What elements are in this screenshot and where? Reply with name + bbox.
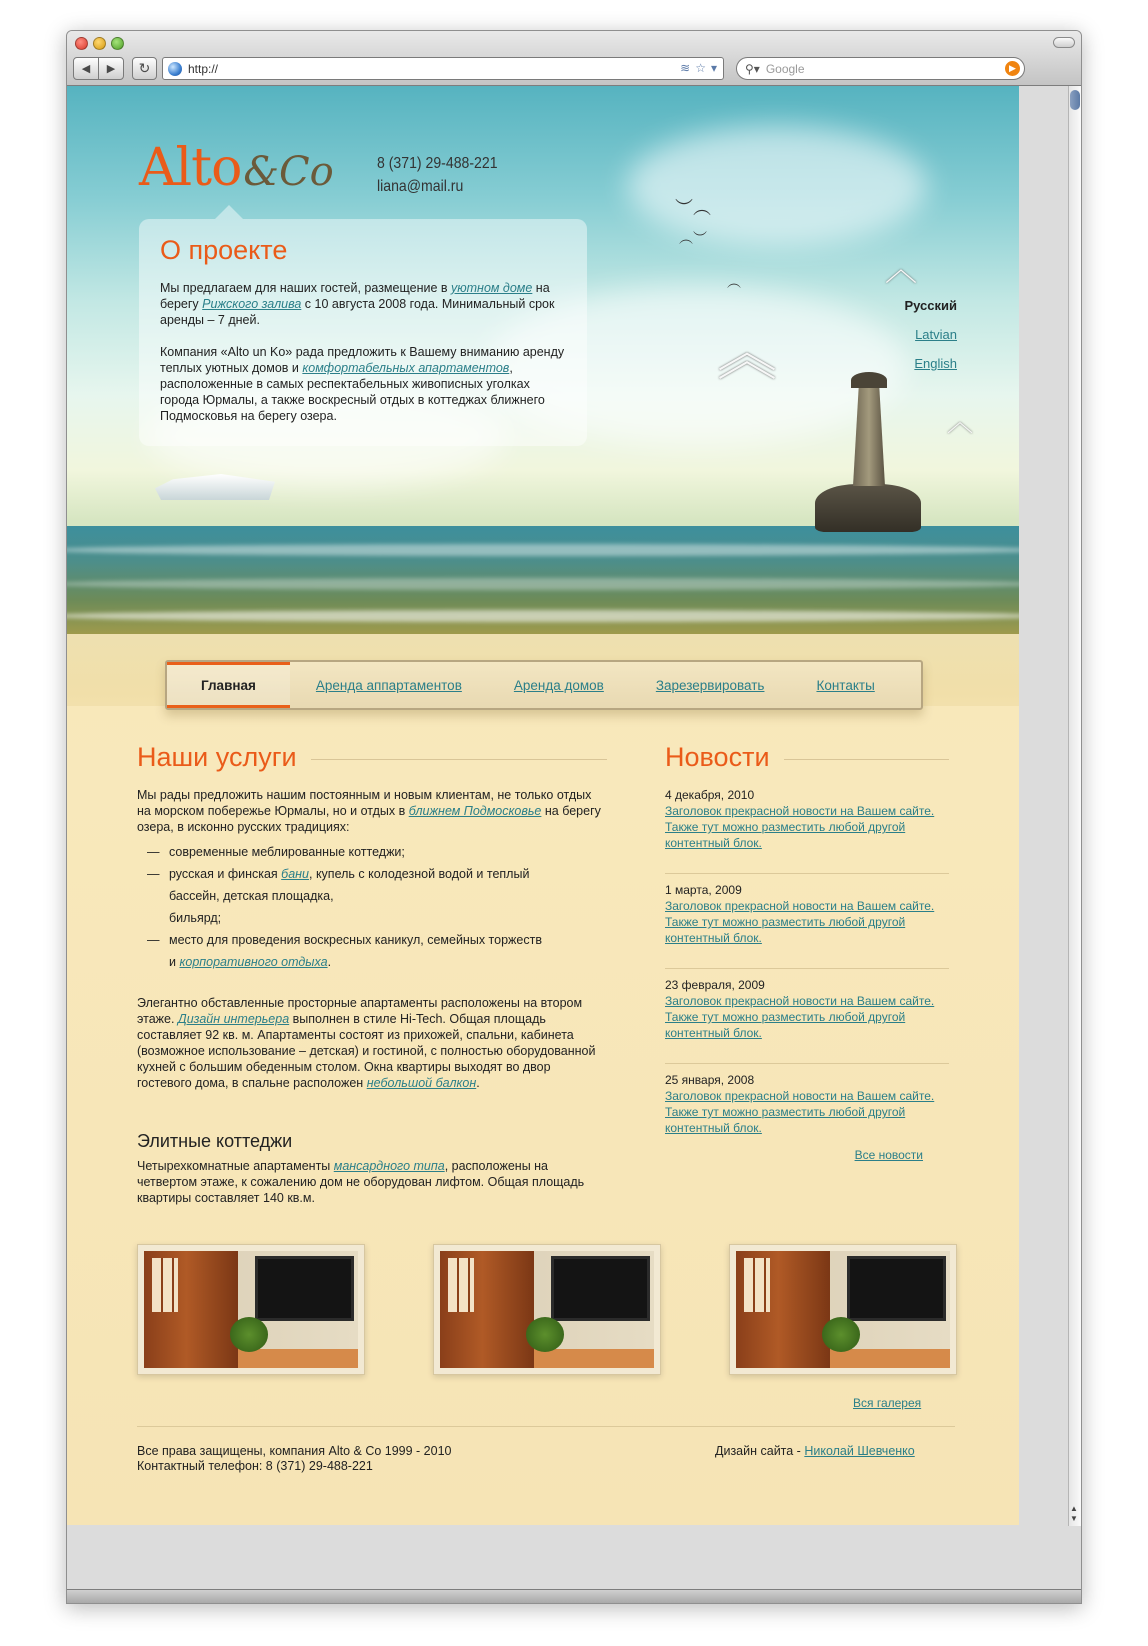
web-page [67,86,1019,1525]
services-section [137,742,607,1212]
about-paragraph: Мы предлагаем для наших гостей, размещение в уютном доме на берегу Рижского залива с 10 августа 2008 года. Минимальный срок аренды – 7 дней. [160,281,555,327]
footer-phone: Контактный телефон: 8 (371) 29-488-221 [137,1459,373,1473]
rock-image [815,484,921,532]
scroll-thumb[interactable] [1070,90,1080,110]
seagull-icon: ︽ [717,320,777,387]
list-item: — современные меблированные коттеджи; [137,841,607,863]
sauna-link[interactable]: бани [281,867,309,881]
header-contacts [377,152,498,198]
bookmark-star-icon[interactable]: ☆ [695,61,706,75]
footer-credits [715,1444,915,1458]
riga-gulf-link[interactable]: Рижского залива [202,297,302,311]
news-item [665,882,949,969]
browser-toolbar [67,31,1081,86]
header-phone: 8 (371) 29-488-221 [377,155,498,172]
news-item [665,787,949,874]
header-email[interactable]: liana@mail.ru [377,178,464,195]
news-link[interactable]: Заголовок прекрасной новости на Вашем сайте. Также тут можно разместить любой другой контентный блок. [665,899,935,945]
corporate-rest-link[interactable]: корпоративного отдыха [179,955,328,969]
elite-cottages-text: Четырехкомнатные апартаменты мансардного типа, расположены на четвертом этаже, к сожалению дом не оборудован лифтом. Общая площадь квартиры составляет 140 кв.м. [137,1159,585,1205]
close-window-icon[interactable] [75,37,88,50]
forward-arrow-icon: ▶ [106,63,116,75]
site-logo[interactable] [139,138,334,198]
logo-amp-text: &Co [243,149,334,195]
menu-item-houses[interactable]: Аренда домов [513,677,604,693]
list-item-continued: бассейн, детская площадка, [169,889,334,903]
cozy-house-link[interactable]: уютном доме [451,281,533,295]
sea-image [67,526,1019,646]
gallery [137,1244,957,1375]
back-button[interactable] [73,57,99,80]
news-link[interactable]: Заголовок прекрасной новости на Вашем сайте. Также тут можно разместить любой другой контентный блок. [665,1089,935,1135]
seagull-icon: ︵︶ [679,230,707,246]
all-news-link[interactable]: Все новости [854,1148,923,1162]
maximize-window-icon[interactable] [111,37,124,50]
minimize-window-icon[interactable] [93,37,106,50]
status-bar [67,1589,1081,1603]
list-item-continued: и корпоративного отдыха. [169,955,332,969]
elite-cottages-heading: Элитные коттеджи [137,1131,293,1151]
all-gallery-link[interactable]: Вся галерея [853,1396,922,1410]
news-item [665,977,949,1064]
forward-button[interactable] [98,57,124,80]
hero-banner [67,86,1019,706]
scroll-arrows-icon[interactable]: ▲ ▼ [1070,1504,1078,1523]
balcony-link[interactable]: небольшой балкон [366,1076,477,1090]
main-menu [165,660,923,710]
rss-icon[interactable]: ≋ [680,61,691,75]
toolbar-toggle-button[interactable] [1053,37,1075,48]
footer-divider [137,1426,955,1427]
menu-item-reserve[interactable]: Зарезервировать [655,677,765,693]
room-photo [440,1251,654,1368]
lighthouse-lantern [851,372,887,388]
language-latvian-link[interactable]: Latvian [915,327,957,342]
gallery-thumbnail[interactable] [433,1244,661,1375]
list-item: — место для проведения воскресных каникул, семейных торжеств [137,929,607,951]
news-link[interactable]: Заголовок прекрасной новости на Вашем сайте. Также тут можно разместить любой другой контентный блок. [665,804,935,850]
search-field[interactable] [736,57,1025,80]
news-item [665,1072,949,1140]
room-photo [736,1251,950,1368]
news-date: 4 декабря, 2010 [665,788,755,802]
language-current: Русский [904,298,957,313]
news-link[interactable]: Заголовок прекрасной новости на Вашем сайте. Также тут можно разместить любой другой контентный блок. [665,994,935,1040]
news-date: 23 февраля, 2009 [665,978,765,992]
search-icon: ⚲▾ [745,61,760,76]
apartments-description: Элегантно обставленные просторные апартаменты расположены на втором этаже. Дизайн интерьера выполнен в стиле Hi-Tech. Общая площадь составляет 92 кв. м. Апартаменты состоят из прихожей, спальни, кабинета (возможное использование – детская) и гостиной, с полностью оборудованной кухней с большим обеденным столом. Окна квартиры выходят во двор гостевого дома, в спальне расположен небольшой балкон. [137,996,596,1090]
footer-info [137,1444,452,1474]
url-text[interactable]: http:// [188,61,219,76]
vertical-scrollbar[interactable] [1068,86,1081,1526]
services-intro: Мы рады предложить нашим постоянным и новым клиентам, не только отдых на морском побережье Юрмалы, но и отдых в ближнем Подмосковье на берегу озера, в исконно русских традициях: [137,788,601,834]
services-list [137,841,607,973]
seagull-icon: ︿ [885,251,918,287]
news-section [665,742,949,1162]
design-label: Дизайн сайта - [715,1444,805,1458]
browser-window [66,30,1082,1604]
language-switcher [904,298,957,385]
news-date: 1 марта, 2009 [665,883,742,897]
menu-item-contacts[interactable]: Контакты [816,677,875,693]
reload-icon: ↻ [138,60,151,76]
interior-design-link[interactable]: Дизайн интерьера [177,1012,290,1026]
back-arrow-icon: ◀ [81,63,91,75]
logo-text: Alto [139,138,242,198]
list-item: — русская и финская бани, купель с колодезной водой и теплый [137,863,607,885]
footer-copyright: Все права защищены, компания Alto & Co 1999 - 2010 [137,1444,452,1458]
search-placeholder: Google [765,61,805,76]
gallery-thumbnail[interactable] [729,1244,957,1375]
room-photo [144,1251,358,1368]
gallery-thumbnail[interactable] [137,1244,365,1375]
menu-item-apartments[interactable]: Аренда аппартаментов [315,677,462,693]
attic-type-link[interactable]: мансардного типа [333,1159,445,1173]
reload-button[interactable] [132,57,157,80]
seagull-icon: ︵ [727,274,741,290]
seagull-icon: ︿ [947,407,974,437]
search-go-icon[interactable]: ▶ [1005,61,1020,76]
about-panel [139,219,587,446]
services-heading: Наши услуги [137,742,607,773]
language-english-link[interactable]: English [914,356,957,371]
near-moscow-link[interactable]: ближнем Подмосковье [408,804,542,818]
designer-link[interactable]: Николай Шевченко [804,1444,915,1458]
news-date: 25 января, 2008 [665,1073,755,1087]
address-bar[interactable] [162,57,724,80]
seagull-icon: ︶︵ [675,198,711,218]
globe-icon [168,62,182,76]
menu-item-home[interactable]: Главная [167,662,290,708]
apartments-link[interactable]: комфортабельных апартаментов [302,361,510,375]
news-heading: Новости [665,742,949,773]
dropdown-arrow-icon[interactable]: ▾ [710,61,717,75]
cloud-shape [627,126,927,246]
about-title: О проекте [160,235,288,265]
list-item-continued: бильярд; [169,911,222,925]
about-paragraph: Компания «Alto un Ko» рада предложить к Вашему вниманию аренду теплых уютных домов и комфортабельных апартаментов, расположенные в самых респектабельных живописных уголках города Юрмалы, а также воскресный отдых в коттеджах ближнего Подмосковья на берегу озера. [160,345,565,423]
